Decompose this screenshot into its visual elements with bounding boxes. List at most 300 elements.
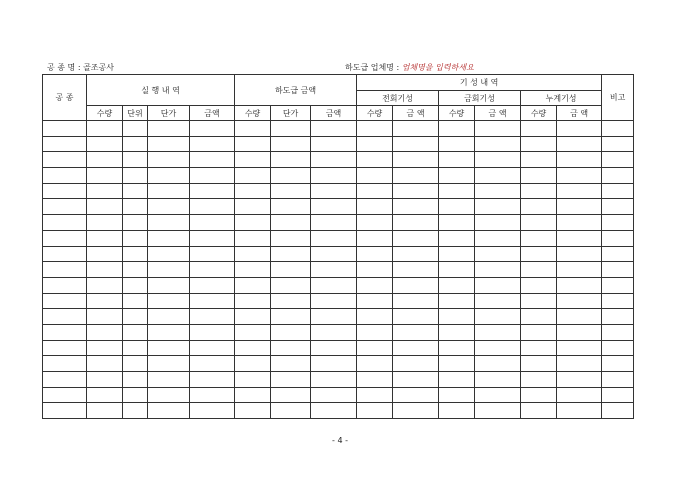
table-cell[interactable] xyxy=(87,309,123,325)
table-cell[interactable] xyxy=(393,262,439,278)
table-cell[interactable] xyxy=(235,356,271,372)
table-cell[interactable] xyxy=(521,183,557,199)
table-cell[interactable] xyxy=(271,403,311,419)
table-cell[interactable] xyxy=(87,121,123,137)
table-cell[interactable] xyxy=(271,136,311,152)
table-cell[interactable] xyxy=(87,136,123,152)
table-cell[interactable] xyxy=(357,262,393,278)
table-cell[interactable] xyxy=(521,387,557,403)
table-cell[interactable] xyxy=(393,324,439,340)
table-cell[interactable] xyxy=(521,356,557,372)
table-cell[interactable] xyxy=(439,387,475,403)
table-cell[interactable] xyxy=(43,230,87,246)
table-cell[interactable] xyxy=(439,293,475,309)
table-cell[interactable] xyxy=(521,136,557,152)
table-cell[interactable] xyxy=(43,121,87,137)
table-cell[interactable] xyxy=(475,183,521,199)
table-cell[interactable] xyxy=(43,387,87,403)
table-cell[interactable] xyxy=(235,152,271,168)
table-cell[interactable] xyxy=(311,246,357,262)
table-cell[interactable] xyxy=(475,403,521,419)
table-cell[interactable] xyxy=(43,293,87,309)
table-cell[interactable] xyxy=(43,309,87,325)
table-row xyxy=(43,152,634,168)
table-cell[interactable] xyxy=(87,246,123,262)
table-cell[interactable] xyxy=(311,168,357,184)
table-cell[interactable] xyxy=(87,152,123,168)
table-cell[interactable] xyxy=(521,246,557,262)
table-cell[interactable] xyxy=(602,293,634,309)
table-cell[interactable] xyxy=(43,183,87,199)
table-cell[interactable] xyxy=(521,277,557,293)
table-cell[interactable] xyxy=(521,168,557,184)
table-cell[interactable] xyxy=(148,136,190,152)
table-cell[interactable] xyxy=(393,356,439,372)
col-this-amount: 금 액 xyxy=(475,106,521,121)
table-cell[interactable] xyxy=(602,387,634,403)
table-cell[interactable] xyxy=(311,403,357,419)
table-cell[interactable] xyxy=(123,387,148,403)
table-cell[interactable] xyxy=(475,356,521,372)
table-cell[interactable] xyxy=(393,340,439,356)
table-cell[interactable] xyxy=(357,277,393,293)
table-cell[interactable] xyxy=(557,152,602,168)
table-cell[interactable] xyxy=(190,183,235,199)
table-cell[interactable] xyxy=(43,152,87,168)
table-cell[interactable] xyxy=(393,168,439,184)
table-cell[interactable] xyxy=(521,215,557,231)
table-cell[interactable] xyxy=(439,215,475,231)
subcontractor-name-field[interactable]: 업체명을 입력하세요 xyxy=(401,63,474,72)
table-cell[interactable] xyxy=(123,136,148,152)
table-row xyxy=(43,277,634,293)
table-cell[interactable] xyxy=(557,277,602,293)
table-cell[interactable] xyxy=(602,277,634,293)
table-cell[interactable] xyxy=(357,246,393,262)
table-cell[interactable] xyxy=(190,387,235,403)
table-cell[interactable] xyxy=(190,136,235,152)
table-cell[interactable] xyxy=(148,340,190,356)
table-cell[interactable] xyxy=(439,168,475,184)
table-cell[interactable] xyxy=(439,262,475,278)
table-cell[interactable] xyxy=(235,168,271,184)
table-cell[interactable] xyxy=(357,215,393,231)
table-cell[interactable] xyxy=(235,340,271,356)
table-cell[interactable] xyxy=(123,340,148,356)
table-cell[interactable] xyxy=(43,356,87,372)
table-cell[interactable] xyxy=(311,372,357,388)
table-cell[interactable] xyxy=(43,324,87,340)
table-cell[interactable] xyxy=(311,183,357,199)
table-cell[interactable] xyxy=(475,372,521,388)
table-cell[interactable] xyxy=(357,356,393,372)
table-cell[interactable] xyxy=(521,121,557,137)
table-cell[interactable] xyxy=(439,309,475,325)
table-cell[interactable] xyxy=(43,262,87,278)
table-cell[interactable] xyxy=(123,372,148,388)
table-cell[interactable] xyxy=(357,121,393,137)
table-cell[interactable] xyxy=(475,136,521,152)
table-row xyxy=(43,293,634,309)
table-cell[interactable] xyxy=(521,372,557,388)
table-cell[interactable] xyxy=(439,372,475,388)
table-cell[interactable] xyxy=(311,356,357,372)
table-cell[interactable] xyxy=(87,356,123,372)
table-cell[interactable] xyxy=(190,293,235,309)
table-cell[interactable] xyxy=(235,121,271,137)
col-sub-cum: 누계기성 xyxy=(521,91,602,106)
table-cell[interactable] xyxy=(475,121,521,137)
table-cell[interactable] xyxy=(439,199,475,215)
table-cell[interactable] xyxy=(235,262,271,278)
table-cell[interactable] xyxy=(123,356,148,372)
table-cell[interactable] xyxy=(357,340,393,356)
table-cell[interactable] xyxy=(235,230,271,246)
table-cell[interactable] xyxy=(602,340,634,356)
table-cell[interactable] xyxy=(123,324,148,340)
table-cell[interactable] xyxy=(475,199,521,215)
table-cell[interactable] xyxy=(393,199,439,215)
table-cell[interactable] xyxy=(557,372,602,388)
table-cell[interactable] xyxy=(148,121,190,137)
table-cell[interactable] xyxy=(439,246,475,262)
table-cell[interactable] xyxy=(235,136,271,152)
table-cell[interactable] xyxy=(557,340,602,356)
table-cell[interactable] xyxy=(475,340,521,356)
table-cell[interactable] xyxy=(87,387,123,403)
table-cell[interactable] xyxy=(43,168,87,184)
table-cell[interactable] xyxy=(190,121,235,137)
table-cell[interactable] xyxy=(43,246,87,262)
table-cell[interactable] xyxy=(235,293,271,309)
table-cell[interactable] xyxy=(557,183,602,199)
table-cell[interactable] xyxy=(271,277,311,293)
table-cell[interactable] xyxy=(357,199,393,215)
table-cell[interactable] xyxy=(602,230,634,246)
table-cell[interactable] xyxy=(123,309,148,325)
col-group-progress: 기 성 내 역 xyxy=(357,75,602,91)
table-cell[interactable] xyxy=(475,168,521,184)
table-cell[interactable] xyxy=(148,262,190,278)
table-cell[interactable] xyxy=(87,199,123,215)
table-cell[interactable] xyxy=(357,152,393,168)
table-cell[interactable] xyxy=(148,168,190,184)
table-cell[interactable] xyxy=(557,309,602,325)
col-exec-qty: 수량 xyxy=(87,106,123,121)
table-cell[interactable] xyxy=(190,403,235,419)
table-cell[interactable] xyxy=(475,262,521,278)
table-cell[interactable] xyxy=(439,356,475,372)
table-cell[interactable] xyxy=(123,403,148,419)
table-cell[interactable] xyxy=(271,199,311,215)
table-cell[interactable] xyxy=(190,246,235,262)
table-cell[interactable] xyxy=(557,199,602,215)
table-cell[interactable] xyxy=(602,152,634,168)
table-cell[interactable] xyxy=(148,277,190,293)
table-cell[interactable] xyxy=(190,277,235,293)
table-cell[interactable] xyxy=(602,199,634,215)
table-cell[interactable] xyxy=(311,293,357,309)
table-cell[interactable] xyxy=(439,183,475,199)
table-cell[interactable] xyxy=(393,183,439,199)
table-cell[interactable] xyxy=(357,324,393,340)
table-cell[interactable] xyxy=(475,277,521,293)
table-cell[interactable] xyxy=(557,230,602,246)
table-cell[interactable] xyxy=(557,293,602,309)
table-cell[interactable] xyxy=(235,246,271,262)
table-cell[interactable] xyxy=(123,183,148,199)
table-cell[interactable] xyxy=(557,168,602,184)
table-cell[interactable] xyxy=(393,246,439,262)
table-cell[interactable] xyxy=(439,121,475,137)
table-cell[interactable] xyxy=(43,277,87,293)
table-cell[interactable] xyxy=(148,387,190,403)
table-cell[interactable] xyxy=(87,183,123,199)
table-cell[interactable] xyxy=(521,309,557,325)
table-cell[interactable] xyxy=(357,136,393,152)
table-cell[interactable] xyxy=(271,262,311,278)
table-cell[interactable] xyxy=(311,121,357,137)
table-cell[interactable] xyxy=(123,230,148,246)
table-cell[interactable] xyxy=(271,168,311,184)
table-cell[interactable] xyxy=(190,324,235,340)
col-sub-prev: 전회기성 xyxy=(357,91,439,106)
table-cell[interactable] xyxy=(439,403,475,419)
table-cell[interactable] xyxy=(87,293,123,309)
table-cell[interactable] xyxy=(311,324,357,340)
table-cell[interactable] xyxy=(123,152,148,168)
table-cell[interactable] xyxy=(557,387,602,403)
col-cum-qty: 수량 xyxy=(521,106,557,121)
table-cell[interactable] xyxy=(393,309,439,325)
table-cell[interactable] xyxy=(190,215,235,231)
table-cell[interactable] xyxy=(439,324,475,340)
table-cell[interactable] xyxy=(521,403,557,419)
table-cell[interactable] xyxy=(87,262,123,278)
table-cell[interactable] xyxy=(190,262,235,278)
table-cell[interactable] xyxy=(190,340,235,356)
table-cell[interactable] xyxy=(602,262,634,278)
table-cell[interactable] xyxy=(357,183,393,199)
table-cell[interactable] xyxy=(557,403,602,419)
table-cell[interactable] xyxy=(235,372,271,388)
table-cell[interactable] xyxy=(439,152,475,168)
table-cell[interactable] xyxy=(393,215,439,231)
table-cell[interactable] xyxy=(148,246,190,262)
table-cell[interactable] xyxy=(43,136,87,152)
table-cell[interactable] xyxy=(393,403,439,419)
table-cell[interactable] xyxy=(87,324,123,340)
table-cell[interactable] xyxy=(439,136,475,152)
table-cell[interactable] xyxy=(43,199,87,215)
table-cell[interactable] xyxy=(148,152,190,168)
table-cell[interactable] xyxy=(271,324,311,340)
table-cell[interactable] xyxy=(311,387,357,403)
table-cell[interactable] xyxy=(87,372,123,388)
table-cell[interactable] xyxy=(393,152,439,168)
table-row xyxy=(43,324,634,340)
table-cell[interactable] xyxy=(311,340,357,356)
table-row xyxy=(43,215,634,231)
table-cell[interactable] xyxy=(475,152,521,168)
table-cell[interactable] xyxy=(148,199,190,215)
table-cell[interactable] xyxy=(235,387,271,403)
table-cell[interactable] xyxy=(393,277,439,293)
table-cell[interactable] xyxy=(87,230,123,246)
table-cell[interactable] xyxy=(357,293,393,309)
table-cell[interactable] xyxy=(148,403,190,419)
table-cell[interactable] xyxy=(557,356,602,372)
table-cell[interactable] xyxy=(557,324,602,340)
table-cell[interactable] xyxy=(393,121,439,137)
table-cell[interactable] xyxy=(271,293,311,309)
table-cell[interactable] xyxy=(123,121,148,137)
table-cell[interactable] xyxy=(311,199,357,215)
table-cell[interactable] xyxy=(87,403,123,419)
table-cell[interactable] xyxy=(235,199,271,215)
table-cell[interactable] xyxy=(521,230,557,246)
table-cell[interactable] xyxy=(235,215,271,231)
table-cell[interactable] xyxy=(557,262,602,278)
table-cell[interactable] xyxy=(439,230,475,246)
table-cell[interactable] xyxy=(190,199,235,215)
table-cell[interactable] xyxy=(602,246,634,262)
table-cell[interactable] xyxy=(393,372,439,388)
table-cell[interactable] xyxy=(123,215,148,231)
table-cell[interactable] xyxy=(357,309,393,325)
table-cell[interactable] xyxy=(271,387,311,403)
table-cell[interactable] xyxy=(235,309,271,325)
table-cell[interactable] xyxy=(148,356,190,372)
table-cell[interactable] xyxy=(393,387,439,403)
table-cell[interactable] xyxy=(271,230,311,246)
table-cell[interactable] xyxy=(190,230,235,246)
table-cell[interactable] xyxy=(311,230,357,246)
table-cell[interactable] xyxy=(190,309,235,325)
table-cell[interactable] xyxy=(271,183,311,199)
table-cell[interactable] xyxy=(475,387,521,403)
table-cell[interactable] xyxy=(123,277,148,293)
table-cell[interactable] xyxy=(87,168,123,184)
table-cell[interactable] xyxy=(557,121,602,137)
table-cell[interactable] xyxy=(521,199,557,215)
table-cell[interactable] xyxy=(393,293,439,309)
table-cell[interactable] xyxy=(190,152,235,168)
table-cell[interactable] xyxy=(439,277,475,293)
table-cell[interactable] xyxy=(148,215,190,231)
table-cell[interactable] xyxy=(271,372,311,388)
table-cell[interactable] xyxy=(311,136,357,152)
table-cell[interactable] xyxy=(148,372,190,388)
table-cell[interactable] xyxy=(357,230,393,246)
table-cell[interactable] xyxy=(602,183,634,199)
table-cell[interactable] xyxy=(521,152,557,168)
table-cell[interactable] xyxy=(311,262,357,278)
table-cell[interactable] xyxy=(123,246,148,262)
table-cell[interactable] xyxy=(148,324,190,340)
table-cell[interactable] xyxy=(271,152,311,168)
table-cell[interactable] xyxy=(311,309,357,325)
table-cell[interactable] xyxy=(475,230,521,246)
table-cell[interactable] xyxy=(123,199,148,215)
table-cell[interactable] xyxy=(271,340,311,356)
table-cell[interactable] xyxy=(557,215,602,231)
table-cell[interactable] xyxy=(190,372,235,388)
table-cell[interactable] xyxy=(271,246,311,262)
table-cell[interactable] xyxy=(602,324,634,340)
table-cell[interactable] xyxy=(148,309,190,325)
table-cell[interactable] xyxy=(475,246,521,262)
table-cell[interactable] xyxy=(311,152,357,168)
table-cell[interactable] xyxy=(190,356,235,372)
table-cell[interactable] xyxy=(602,136,634,152)
table-cell[interactable] xyxy=(439,340,475,356)
table-cell[interactable] xyxy=(271,121,311,137)
table-cell[interactable] xyxy=(557,246,602,262)
table-cell[interactable] xyxy=(521,324,557,340)
table-cell[interactable] xyxy=(148,183,190,199)
table-cell[interactable] xyxy=(235,183,271,199)
table-cell[interactable] xyxy=(475,324,521,340)
table-cell[interactable] xyxy=(357,372,393,388)
table-cell[interactable] xyxy=(521,340,557,356)
table-cell[interactable] xyxy=(87,277,123,293)
table-cell[interactable] xyxy=(602,403,634,419)
table-cell[interactable] xyxy=(602,372,634,388)
table-cell[interactable] xyxy=(475,293,521,309)
table-cell[interactable] xyxy=(475,215,521,231)
table-cell[interactable] xyxy=(148,293,190,309)
table-cell[interactable] xyxy=(602,168,634,184)
table-cell[interactable] xyxy=(602,215,634,231)
table-cell[interactable] xyxy=(43,403,87,419)
table-cell[interactable] xyxy=(271,309,311,325)
table-cell[interactable] xyxy=(521,293,557,309)
table-cell[interactable] xyxy=(475,309,521,325)
table-cell[interactable] xyxy=(43,372,87,388)
table-cell[interactable] xyxy=(148,230,190,246)
table-cell[interactable] xyxy=(357,168,393,184)
table-cell[interactable] xyxy=(123,168,148,184)
table-cell[interactable] xyxy=(235,403,271,419)
table-cell[interactable] xyxy=(123,262,148,278)
table-cell[interactable] xyxy=(311,215,357,231)
table-cell[interactable] xyxy=(235,324,271,340)
table-cell[interactable] xyxy=(602,356,634,372)
table-cell[interactable] xyxy=(87,215,123,231)
table-cell[interactable] xyxy=(602,121,634,137)
table-cell[interactable] xyxy=(271,356,311,372)
table-cell[interactable] xyxy=(43,340,87,356)
table-cell[interactable] xyxy=(521,262,557,278)
table-cell[interactable] xyxy=(190,168,235,184)
col-cum-amount: 금 액 xyxy=(557,106,602,121)
table-cell[interactable] xyxy=(393,136,439,152)
table-cell[interactable] xyxy=(357,403,393,419)
table-cell[interactable] xyxy=(602,309,634,325)
table-cell[interactable] xyxy=(271,215,311,231)
table-cell[interactable] xyxy=(393,230,439,246)
table-cell[interactable] xyxy=(311,277,357,293)
table-cell[interactable] xyxy=(357,387,393,403)
table-cell[interactable] xyxy=(235,277,271,293)
work-type-label: 공 종 명 : xyxy=(47,63,81,72)
table-cell[interactable] xyxy=(557,136,602,152)
table-cell[interactable] xyxy=(87,340,123,356)
table-row xyxy=(43,387,634,403)
table-cell[interactable] xyxy=(43,215,87,231)
table-cell[interactable] xyxy=(123,293,148,309)
